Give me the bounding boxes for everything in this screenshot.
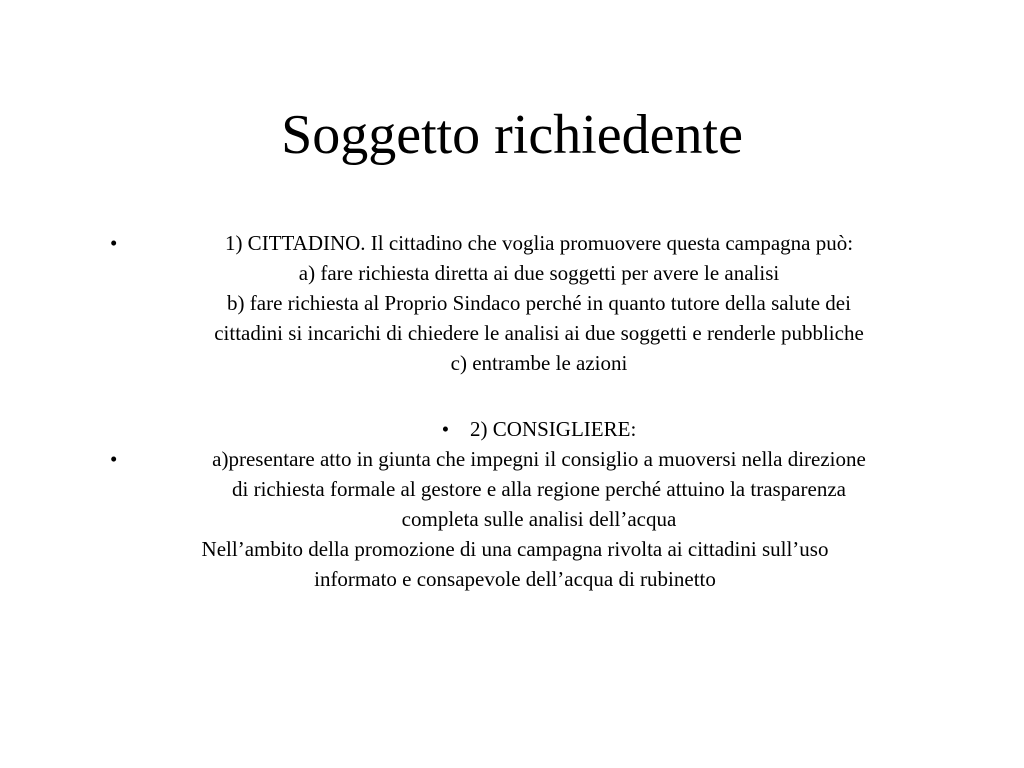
item-line: completa sulle analisi dell’acqua — [401, 507, 677, 531]
item-line: a) fare richiesta diretta ai due soggetti per avere le analisi — [298, 261, 780, 285]
slide-title: Soggetto richiedente — [281, 104, 743, 166]
bullet-item-presentare-atto — [100, 444, 960, 534]
item-line — [130, 414, 948, 444]
bullet-icon: • — [110, 231, 118, 255]
bullet-icon: • — [110, 447, 118, 471]
closing-paragraph — [100, 534, 960, 594]
item-line: 1) CITTADINO. Il cittadino che voglia promuovere questa campagna può: — [224, 231, 854, 255]
bullet-item-consigliere — [100, 414, 960, 444]
item-line: b) fare richiesta al Proprio Sindaco perché in quanto tutore della salute dei — [227, 291, 851, 315]
slide-body — [100, 228, 960, 594]
item-text: 2) CONSIGLIERE: — [470, 417, 637, 441]
bullet-item-cittadino — [100, 228, 960, 378]
item-line: a)presentare atto in giunta che impegni il consiglio a muoversi nella direzione — [212, 447, 866, 471]
closing-line: Nell’ambito della promozione di una campagna rivolta ai cittadini sull’uso — [201, 537, 829, 561]
closing-line: informato e consapevole dell’acqua di rubinetto — [314, 567, 716, 591]
item-line: cittadini si incarichi di chiedere le analisi ai due soggetti e renderle pubbliche — [214, 321, 864, 345]
item-line: di richiesta formale al gestore e alla regione perché attuino la trasparenza — [232, 477, 846, 501]
spacer — [100, 378, 960, 414]
bullet-icon: • — [441, 417, 450, 441]
item-line: c) entrambe le azioni — [450, 351, 628, 375]
